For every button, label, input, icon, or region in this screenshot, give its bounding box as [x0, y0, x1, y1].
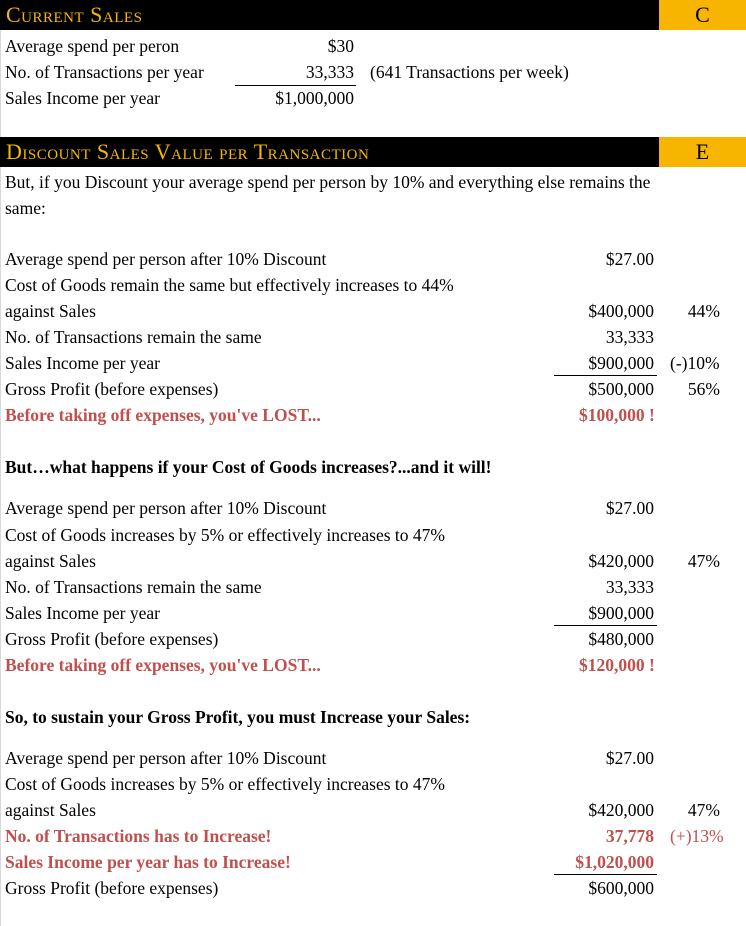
- b1-cog-value: $400,000: [588, 301, 654, 321]
- b3-sales-value: $1,020,000: [575, 852, 654, 872]
- b1-gp-value: $500,000: [588, 379, 654, 399]
- b2-tx-value: 33,333: [605, 577, 654, 597]
- sales-income-value: $1,000,000: [275, 88, 354, 108]
- b3-avg-value: $27.00: [605, 748, 654, 768]
- b1-sales-value: $900,000: [588, 353, 654, 373]
- b3-sales-label: Sales Income per year has to Increase!: [5, 852, 291, 872]
- current-sales-header: [0, 0, 746, 30]
- b2-tx-label: No. of Transactions remain the same: [5, 577, 262, 597]
- b3-gp-label: Gross Profit (before expenses): [5, 878, 219, 898]
- b3-cog-label-2: against Sales: [5, 800, 96, 820]
- transactions-label: No. of Transactions per year: [5, 62, 204, 82]
- b2-underline: [554, 625, 657, 626]
- b3-tx-pct: (+)13%: [670, 826, 724, 846]
- discount-sales-title: Discount Sales Value per Transaction: [6, 139, 370, 164]
- b3-avg-label: Average spend per person after 10% Discount: [5, 748, 327, 768]
- sales-income-label: Sales Income per year: [5, 88, 160, 108]
- transactions-value: 33,333: [305, 62, 354, 82]
- b3-underline: [554, 874, 657, 875]
- b2-lost-value: $120,000 !: [579, 655, 655, 675]
- b3-tx-value: 37,778: [605, 826, 654, 846]
- b1-sales-label: Sales Income per year: [5, 353, 160, 373]
- b2-cog-label-2: against Sales: [5, 551, 96, 571]
- b1-underline: [554, 375, 657, 376]
- b2-sales-value: $900,000: [588, 603, 654, 623]
- column-c-label: C: [659, 0, 746, 30]
- b3-gp-value: $600,000: [588, 878, 654, 898]
- b2-cog-value: $420,000: [588, 551, 654, 571]
- b2-gp-label: Gross Profit (before expenses): [5, 629, 219, 649]
- b2-avg-label: Average spend per person after 10% Discount: [5, 498, 327, 518]
- b1-gp-label: Gross Profit (before expenses): [5, 379, 219, 399]
- b1-avg-label: Average spend per person after 10% Discount: [5, 249, 327, 269]
- b1-cog-label-2: against Sales: [5, 301, 96, 321]
- avg-spend-value: $30: [327, 36, 354, 56]
- transactions-note: (641 Transactions per week): [370, 62, 569, 82]
- b3-cog-value: $420,000: [588, 800, 654, 820]
- b2-sales-label: Sales Income per year: [5, 603, 160, 623]
- current-sales-title: Current Sales: [6, 2, 143, 27]
- b2-cog-pct: 47%: [687, 551, 720, 571]
- b2-gp-value: $480,000: [588, 629, 654, 649]
- b3-cog-label-1: Cost of Goods increases by 5% or effectively increases to 47%: [5, 774, 445, 794]
- b3-tx-label: No. of Transactions has to Increase!: [5, 826, 272, 846]
- avg-spend-label: Average spend per peron: [5, 36, 180, 56]
- b2-lost-label: Before taking off expenses, you've LOST...: [5, 655, 321, 675]
- cost-increase-question: But…what happens if your Cost of Goods increases?...and it will!: [5, 457, 492, 477]
- column-e-label: E: [659, 137, 746, 167]
- b1-tx-value: 33,333: [605, 327, 654, 347]
- intro-line-1: But, if you Discount your average spend per person by 10% and everything else remains the: [5, 172, 651, 192]
- b1-tx-label: No. of Transactions remain the same: [5, 327, 262, 347]
- b1-cog-pct: 44%: [687, 301, 720, 321]
- b1-gp-pct: 56%: [687, 379, 720, 399]
- b1-cog-label-1: Cost of Goods remain the same but effectively increases to 44%: [5, 275, 454, 295]
- b1-avg-value: $27.00: [605, 249, 654, 269]
- sustain-heading: So, to sustain your Gross Profit, you must Increase your Sales:: [5, 707, 471, 727]
- sum-underline: [235, 85, 356, 86]
- b1-lost-label: Before taking off expenses, you've LOST...: [5, 405, 321, 425]
- b1-lost-value: $100,000 !: [579, 405, 655, 425]
- b2-avg-value: $27.00: [605, 498, 654, 518]
- b3-cog-pct: 47%: [687, 800, 720, 820]
- discount-sales-header: [0, 137, 746, 167]
- b2-cog-label-1: Cost of Goods increases by 5% or effectively increases to 47%: [5, 525, 445, 545]
- intro-line-2: same:: [5, 198, 46, 218]
- b1-sales-pct: (-)10%: [670, 353, 720, 373]
